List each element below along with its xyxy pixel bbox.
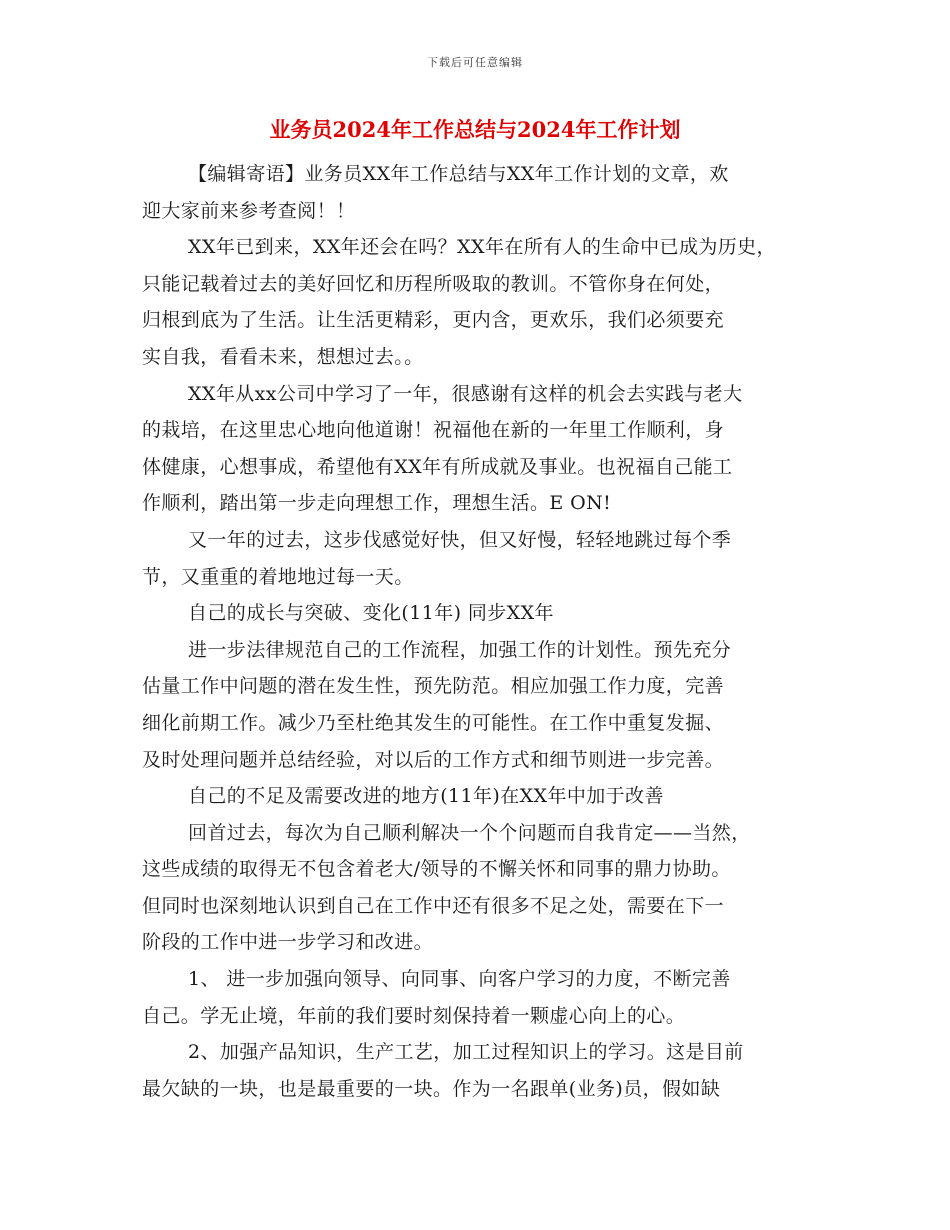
document-body [142, 156, 832, 1107]
text-line: 阶段的工作中进一步学习和改进。 [142, 931, 434, 954]
text-line: 进一步法律规范自己的工作流程，加强工作的计划性。预先充分 [188, 638, 732, 661]
text-line: 迎大家前来参考查阅！！ [142, 199, 356, 222]
text-line: 【编辑寄语】业务员XX年工作总结与XX年工作计划的文章，欢 [188, 163, 729, 185]
text-line: XX年从xx公司中学习了一年，很感谢有这样的机会去实践与老大 [188, 382, 743, 405]
text-line: 自己。学无止境，年前的我们要时刻保持着一颗虚心向上的心。 [142, 1004, 686, 1027]
text-line: 体健康，心想事成，希望他有XX年有所成就及事业。也祝福自己能工 [142, 455, 733, 478]
text-line: 作顺利，踏出第一步走向理想工作，理想生活。E ON! [142, 492, 612, 515]
text-line: 1、 进一步加强向领导、向同事、向客户学习的力度，不断完善 [188, 968, 731, 991]
text-line: 只能记载着过去的美好回忆和历程所吸取的教训。不管你身在何处， [142, 272, 725, 295]
text-line: 这些成绩的取得无不包含着老大/领导的不懈关怀和同事的鼎力协助。 [142, 858, 731, 881]
text-line: 归根到底为了生活。让生活更精彩，更内含，更欢乐，我们必须要充 [142, 309, 725, 332]
text-line: 估量工作中问题的潜在发生性，预先防范。相应加强工作力度，完善 [142, 675, 725, 698]
text-line: 自己的不足及需要改进的地方(11年)在XX年中加于改善 [188, 785, 664, 808]
text-line: 节，又重重的着地地过每一天。 [142, 565, 414, 588]
text-line: 回首过去，每次为自己顺利解决一个个问题而自我肯定——当然， [188, 821, 751, 844]
text-line: 及时处理问题并总结经验，对以后的工作方式和细节则进一步完善。 [142, 748, 725, 771]
page-header-note: 下载后可任意编辑 [427, 56, 523, 69]
document-title: 业务员2024年工作总结与2024年工作计划 [269, 117, 681, 142]
text-line: 2、加强产品知识，生产工艺，加工过程知识上的学习。这是目前 [188, 1041, 744, 1064]
text-line: 实自我，看看未来，想想过去。。 [142, 345, 424, 368]
text-line: 但同时也深刻地认识到自己在工作中还有很多不足之处，需要在下一 [142, 894, 725, 917]
text-line: 自己的成长与突破、变化(11年) 同步XX年 [188, 602, 554, 625]
text-line: 最欠缺的一块，也是最重要的一块。作为一名跟单(业务)员，假如缺 [142, 1077, 721, 1100]
text-line: 又一年的过去，这步伐感觉好快，但又好慢，轻轻地跳过每个季 [188, 528, 732, 551]
text-line: 的栽培，在这里忠心地向他道谢！祝福他在新的一年里工作顺利，身 [142, 419, 725, 442]
text-line: XX年已到来，XX年还会在吗？XX年在所有人的生命中已成为历史， [188, 236, 776, 259]
text-line: 细化前期工作。减少乃至杜绝其发生的可能性。在工作中重复发掘、 [142, 711, 725, 734]
